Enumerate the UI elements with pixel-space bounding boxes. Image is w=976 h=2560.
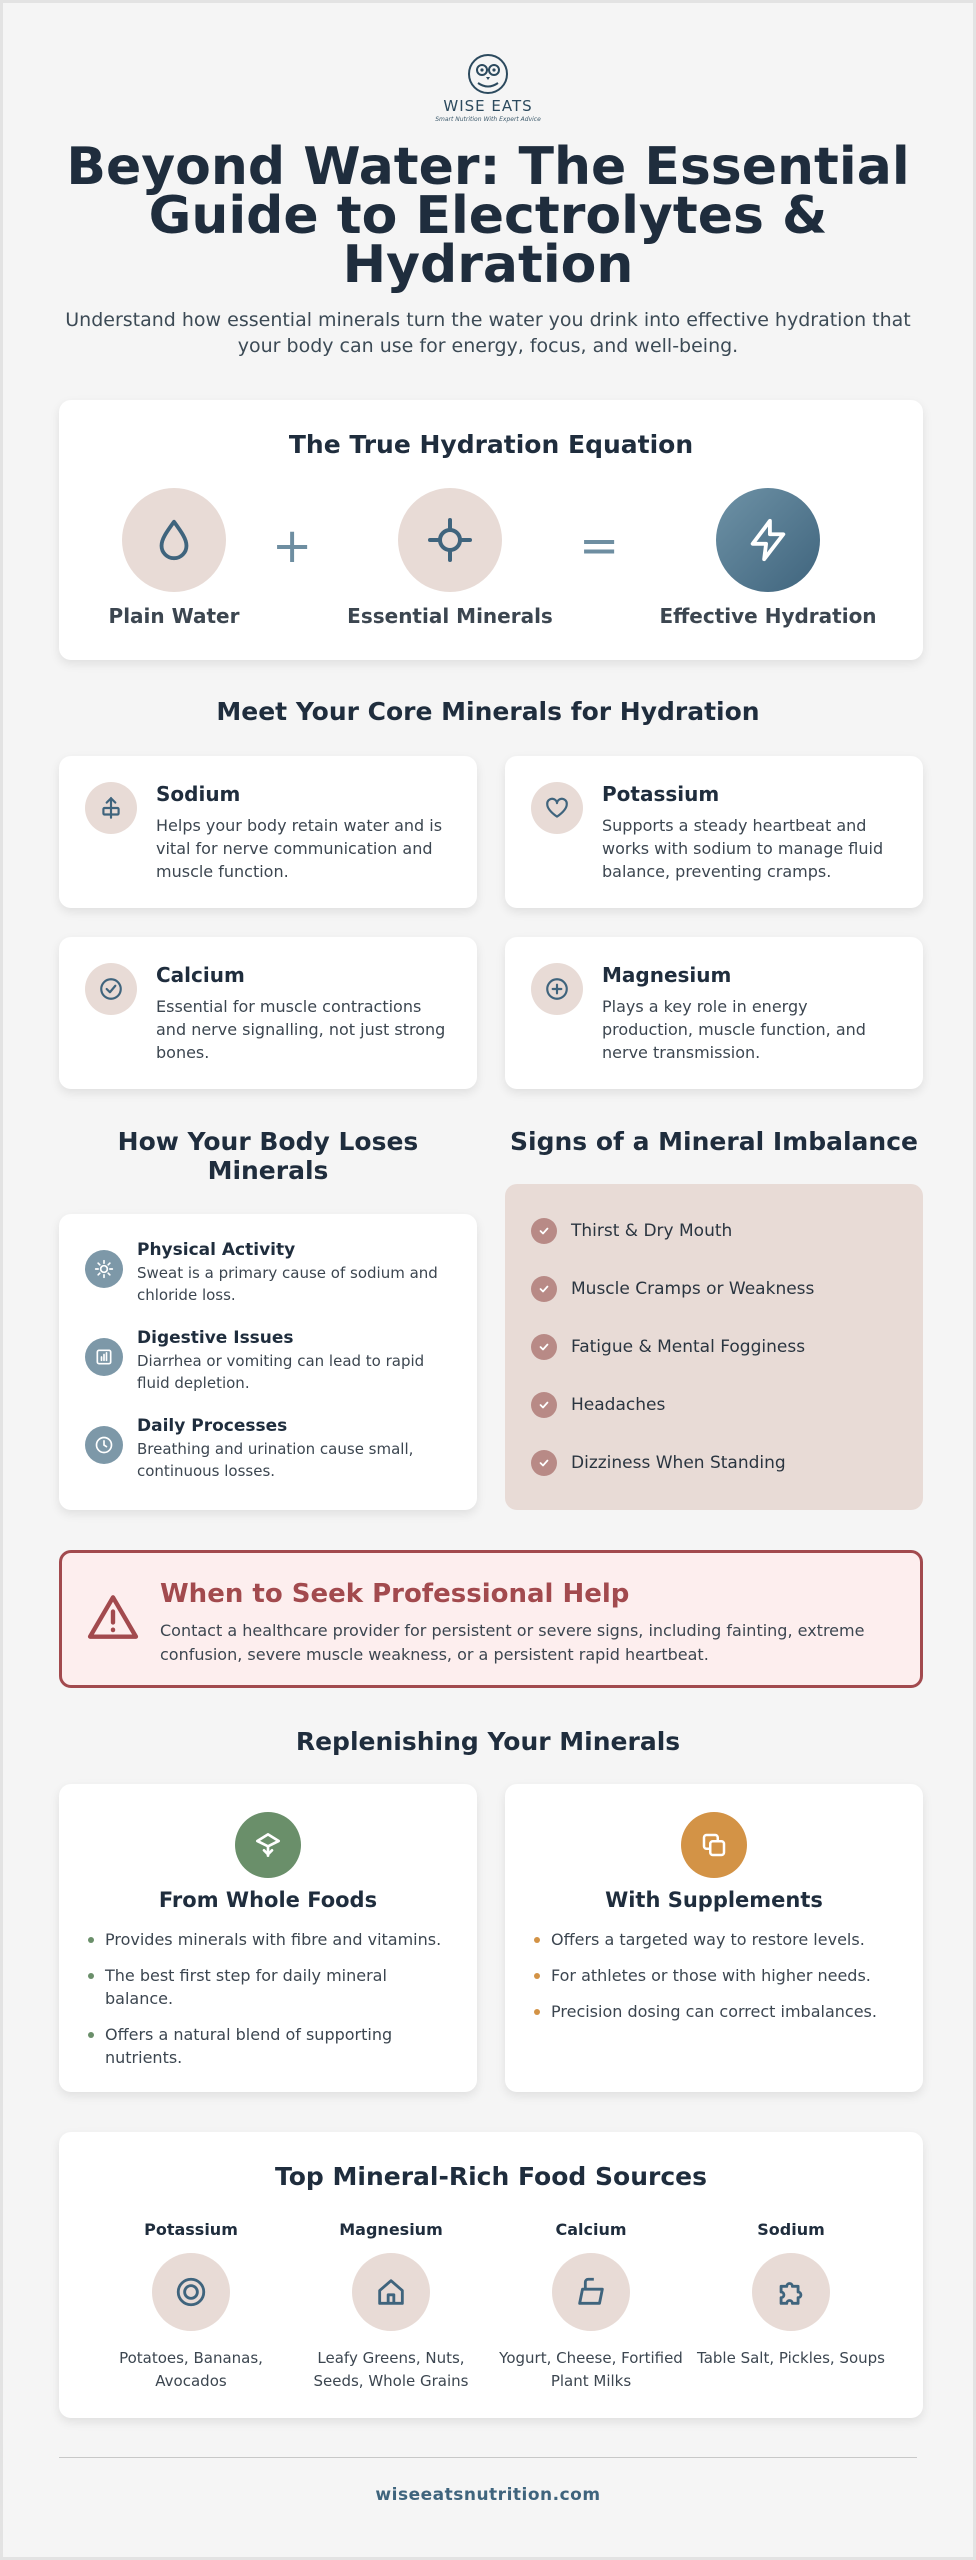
alert-text: Contact a healthcare provider for persistent or severe signs, including fainting, extreme confusion, severe muscle weakness, or a persistent rapid heartbeat. [160,1621,865,1664]
foods-title: From Whole Foods [158,1888,378,1912]
loss-desc: Sweat is a primary cause of sodium and chloride loss. [137,1264,438,1304]
list-item: Offers a targeted way to restore levels. [531,1928,903,1951]
source-foods: Yogurt, Cheese, Fortified Plant Milks [499,2349,683,2390]
minerals-section-title: Meet Your Core Minerals for Hydration [216,697,760,726]
source-name: Sodium [757,2220,825,2239]
sign-item [531,1218,732,1244]
page-title: Beyond Water: The Essential Guide to Electrolytes & Hydration [66,137,910,295]
footer-divider [59,2457,917,2458]
mineral-name: Potassium [602,782,720,806]
mineral-name: Calcium [156,963,245,987]
plus-circle-icon [544,976,570,1002]
puzzle-icon [774,2275,808,2309]
supplements-icon [699,1830,729,1860]
leaf-icon [252,1829,284,1861]
list-item: Offers a natural blend of supporting nutrients. [85,2023,457,2069]
mineral-icon [426,516,474,564]
supplements-title: With Supplements [605,1888,823,1912]
brand-logo [3,53,973,123]
check-icon [531,1276,557,1302]
list-item: Precision dosing can correct imbalances. [531,2000,903,2023]
mineral-desc: Plays a key role in energy production, muscle function, and nerve transmission. [602,997,866,1062]
hydration-equation-card [59,400,923,660]
sign-text: Headaches [571,1395,666,1415]
whole-foods-card [59,1784,477,2092]
sign-item [531,1334,805,1360]
mineral-desc: Essential for muscle contractions and nerve signalling, not just strong bones. [156,997,446,1062]
source-calcium [491,2220,691,2393]
page-subtitle: Understand how essential minerals turn the water you drink into effective hydration that your body can use for energy, focus, and well-being. [65,309,911,357]
list-item: For athletes or those with higher needs. [531,1964,903,1987]
signs-section-title: Signs of a Mineral Imbalance [510,1127,918,1156]
source-magnesium [291,2220,491,2393]
check-icon [531,1218,557,1244]
source-foods: Potatoes, Bananas, Avocados [119,2349,263,2390]
source-foods: Table Salt, Pickles, Soups [697,2349,885,2367]
list-item: The best first step for daily mineral balance. [85,1964,457,2010]
source-name: Potassium [144,2220,238,2239]
supplements-list [531,1928,903,2036]
mineral-card-potassium [505,756,923,908]
sign-text: Fatigue & Mental Fogginess [571,1337,806,1357]
sign-item [531,1450,786,1476]
source-name: Calcium [555,2220,627,2239]
source-sodium [691,2220,891,2370]
plus-sign: + [272,518,313,574]
wise-eats-owl-icon [467,53,509,95]
equation-title: The True Hydration Equation [288,430,694,459]
mineral-loss-card [59,1214,477,1510]
source-foods: Leafy Greens, Nuts, Seeds, Whole Grains [313,2349,469,2390]
sign-text: Thirst & Dry Mouth [571,1221,733,1241]
mineral-name: Magnesium [602,963,732,987]
mineral-desc: Helps your body retain water and is vital for nerve communication and muscle function. [156,816,443,881]
equation-label: Effective Hydration [659,604,877,628]
sources-title: Top Mineral-Rich Food Sources [275,2162,707,2191]
loses-section-title: How Your Body Loses Minerals [117,1127,419,1185]
equation-item-water [64,488,284,628]
imbalance-signs-card [505,1184,923,1510]
sun-icon [94,1259,114,1279]
sign-item [531,1276,814,1302]
mineral-card-magnesium [505,937,923,1089]
brand-name: WISE EATS [443,97,533,115]
clock-icon [94,1435,114,1455]
check-icon [531,1450,557,1476]
supplements-card [505,1784,923,2092]
alert-title: When to Seek Professional Help [160,1579,630,1609]
food-sources-card [59,2132,923,2418]
loss-name: Physical Activity [137,1240,296,1260]
water-drop-icon [151,517,197,563]
warning-icon [86,1593,140,1641]
brand-tagline: Smart Nutrition With Expert Advice [435,116,541,123]
heart-icon [544,795,570,821]
equation-item-hydration [658,488,878,628]
list-item: Provides minerals with fibre and vitamins. [85,1928,457,1951]
lightning-icon [745,517,791,563]
target-icon [174,2275,208,2309]
equation-item-minerals [340,488,560,628]
footer-website-link[interactable]: wiseeatsnutrition.com [375,2485,601,2505]
sign-text: Dizziness When Standing [571,1453,786,1473]
equation-label: Essential Minerals [347,604,553,628]
check-circle-icon [98,976,124,1002]
mineral-card-sodium [59,756,477,908]
cup-icon [574,2275,608,2309]
chart-icon [94,1347,114,1367]
check-icon [531,1392,557,1418]
foods-list [85,1928,457,2082]
mineral-name: Sodium [156,782,241,806]
loss-desc: Breathing and urination cause small, continuous losses. [137,1440,414,1480]
loss-name: Digestive Issues [137,1328,294,1348]
mineral-desc: Supports a steady heartbeat and works with sodium to manage fluid balance, preventing cramps. [602,816,884,881]
house-icon [374,2275,408,2309]
loss-desc: Diarrhea or vomiting can lead to rapid fluid depletion. [137,1352,425,1392]
source-name: Magnesium [339,2220,443,2239]
source-potassium [91,2220,291,2393]
mineral-card-calcium [59,937,477,1089]
sodium-icon [98,795,124,821]
professional-help-alert [59,1550,923,1688]
sign-text: Muscle Cramps or Weakness [571,1279,815,1299]
loss-name: Daily Processes [137,1416,288,1436]
sign-item [531,1392,665,1418]
replenish-section-title: Replenishing Your Minerals [295,1727,681,1756]
equals-sign: = [579,518,620,574]
equation-label: Plain Water [108,604,240,628]
check-icon [531,1334,557,1360]
